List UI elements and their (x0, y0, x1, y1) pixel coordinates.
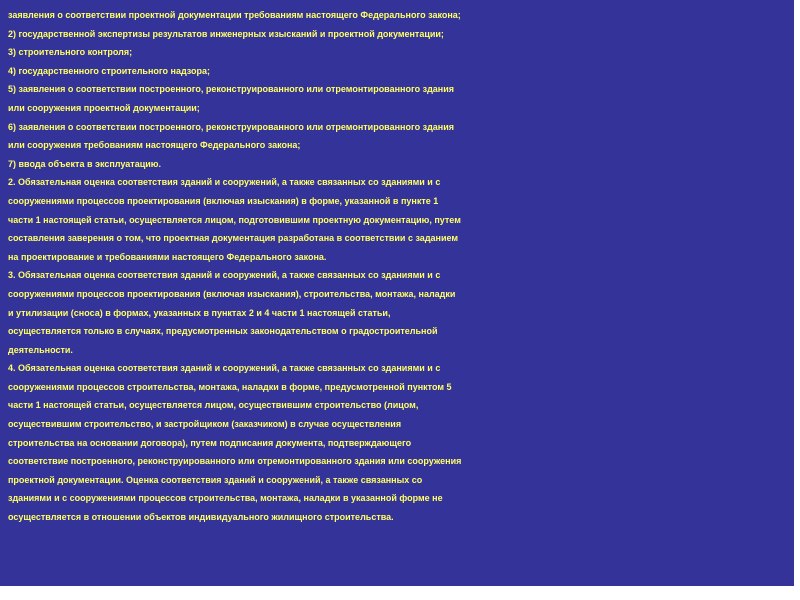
text-line: соответствие построенного, реконструированного или отремонтированного здания или сооружения (8, 456, 462, 467)
text-line: составления заверения о том, что проектная документация разработана в соответствии с заданием (8, 233, 459, 244)
text-line: 2. Обязательная оценка соответствия зданий и сооружений, а также связанных со зданиями и с (8, 177, 441, 188)
document-text (8, 6, 792, 527)
text-line: зданиями и с сооружениями процессов строительства, монтажа, наладки в указанной форме не (8, 493, 443, 504)
text-line: сооружениями процессов проектирования (включая изыскания), строительства, монтажа, наладки (8, 288, 456, 299)
text-line: или сооружения требованиям настоящего Федерального закона; (8, 140, 301, 151)
text-line: осуществляется в отношении объектов индивидуального жилищного строительства. (8, 512, 394, 523)
text-line: осуществившим строительство, и застройщиком (заказчиком) в случае осуществления (8, 419, 402, 430)
text-line: 4) государственного строительного надзора; (8, 65, 211, 76)
text-line: 2) государственной экспертизы результатов инженерных изысканий и проектной документации; (8, 28, 444, 39)
text-line: осуществляется только в случаях, предусмотренных законодательством о градостроительной (8, 326, 438, 337)
text-line: сооружениями процессов проектирования (включая изыскания) в форме, указанной в пункте 1 (8, 195, 439, 206)
text-line: 3. Обязательная оценка соответствия зданий и сооружений, а также связанных со зданиями и с (8, 270, 441, 281)
text-line: 6) заявления о соответствии построенного, реконструированного или отремонтированного здания (8, 121, 455, 132)
text-line: строительства на основании договора), путем подписания документа, подтверждающего (8, 437, 412, 448)
text-line: части 1 настоящей статьи, осуществляется лицом, осуществившим строительство (лицом, (8, 400, 419, 411)
text-line: на проектирование и требованиями настоящего Федерального закона. (8, 251, 327, 262)
text-line: проектной документации. Оценка соответствия зданий и сооружений, а также связанных со (8, 474, 423, 485)
text-line: 3) строительного контроля; (8, 47, 133, 58)
text-line: 4. Обязательная оценка соответствия зданий и сооружений, а также связанных со зданиями и с (8, 363, 441, 374)
text-line: и утилизации (сноса) в формах, указанных в пунктах 2 и 4 части 1 настоящей статьи, (8, 307, 391, 318)
text-line: 5) заявления о соответствии построенного, реконструированного или отремонтированного здания (8, 84, 455, 95)
text-line: части 1 настоящей статьи, осуществляется лицом, подготовившим проектную документацию, путем (8, 214, 461, 225)
text-line: или сооружения проектной документации; (8, 102, 200, 113)
text-line: 7) ввода объекта в эксплуатацию. (8, 158, 161, 169)
text-line: заявления о соответствии проектной документации требованиям настоящего Федерального закона; (8, 10, 461, 20)
text-line: деятельности. (8, 344, 73, 355)
text-line: сооружениями процессов строительства, монтажа, наладки в форме, предусмотренной пунктом 5 (8, 381, 452, 392)
